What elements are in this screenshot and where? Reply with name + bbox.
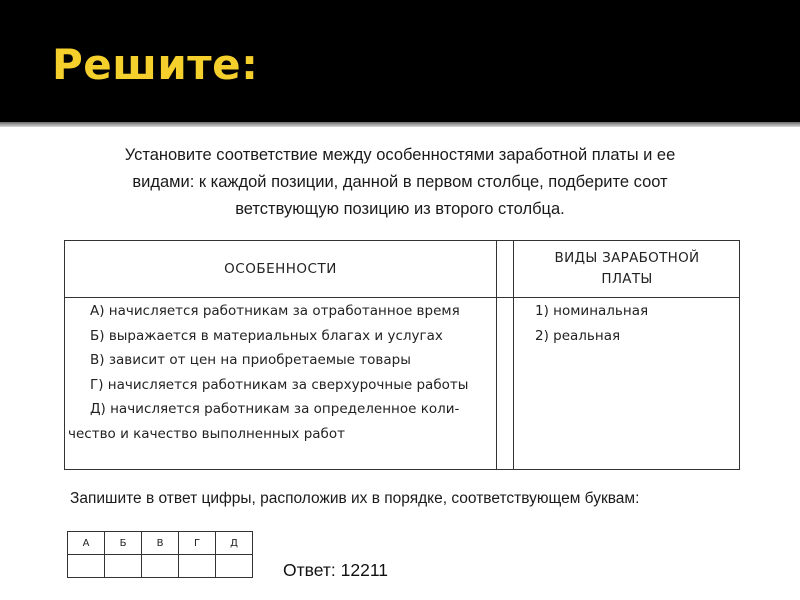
answer-text: Ответ: 12211 [283, 560, 388, 580]
write-answer-note: Запишите в ответ цифры, расположив их в порядке, соответствующем буквам: [70, 490, 640, 507]
answer-grid-cell [179, 555, 216, 578]
answer-grid-letter: А [68, 532, 105, 555]
instruction-line: ветствующую позицию из второго столбца. [235, 200, 565, 218]
wage-types-header-line: ПЛАТЫ [601, 271, 653, 287]
task-instruction [60, 142, 740, 223]
answer-grid-letters [68, 532, 253, 555]
answer-grid-cell [216, 555, 253, 578]
column-divider [496, 241, 497, 469]
wage-types-header-line: ВИДЫ ЗАРАБОТНОЙ [554, 250, 700, 266]
header-divider [0, 122, 800, 127]
feature-item-e: Д) начисляется работникам за определенное количество и качество выполненных работ [68, 401, 460, 442]
feature-item-c: В) зависит от цен на приобретаемые товары [90, 352, 411, 368]
feature-item-b: Б) выражается в материальных благах и услугах [90, 327, 443, 344]
features-header: ОСОБЕННОСТИ [224, 261, 337, 277]
slide-title: Решите: [52, 40, 259, 89]
answer-grid-letter: Б [105, 532, 142, 555]
answer-grid [67, 531, 253, 578]
wage-type-item: 1) номинальная [535, 303, 649, 319]
feature-item-d: Г) начисляется работникам за сверхурочные работы [90, 376, 469, 393]
answer-grid-cell [105, 555, 142, 578]
instruction-line: Установите соответствие между особенностями заработной платы и ее [124, 146, 676, 164]
wage-types-list [535, 299, 735, 348]
answer-grid-letter: Г [179, 532, 216, 555]
feature-item-a: А) начисляется работникам за отработанное время [90, 303, 460, 319]
answer-grid-cell [68, 555, 105, 578]
answer-grid-letter: В [142, 532, 179, 555]
answer-grid-cells [68, 555, 253, 578]
wage-types-header [514, 241, 740, 297]
answer-grid-letter: Д [216, 532, 253, 555]
features-list [68, 299, 492, 446]
instruction-line: видами: к каждой позиции, данной в первом столбце, подберите соот [132, 173, 668, 191]
matching-table [64, 240, 740, 470]
answer-grid-cell [142, 555, 179, 578]
wage-type-item: 2) реальная [535, 327, 621, 344]
